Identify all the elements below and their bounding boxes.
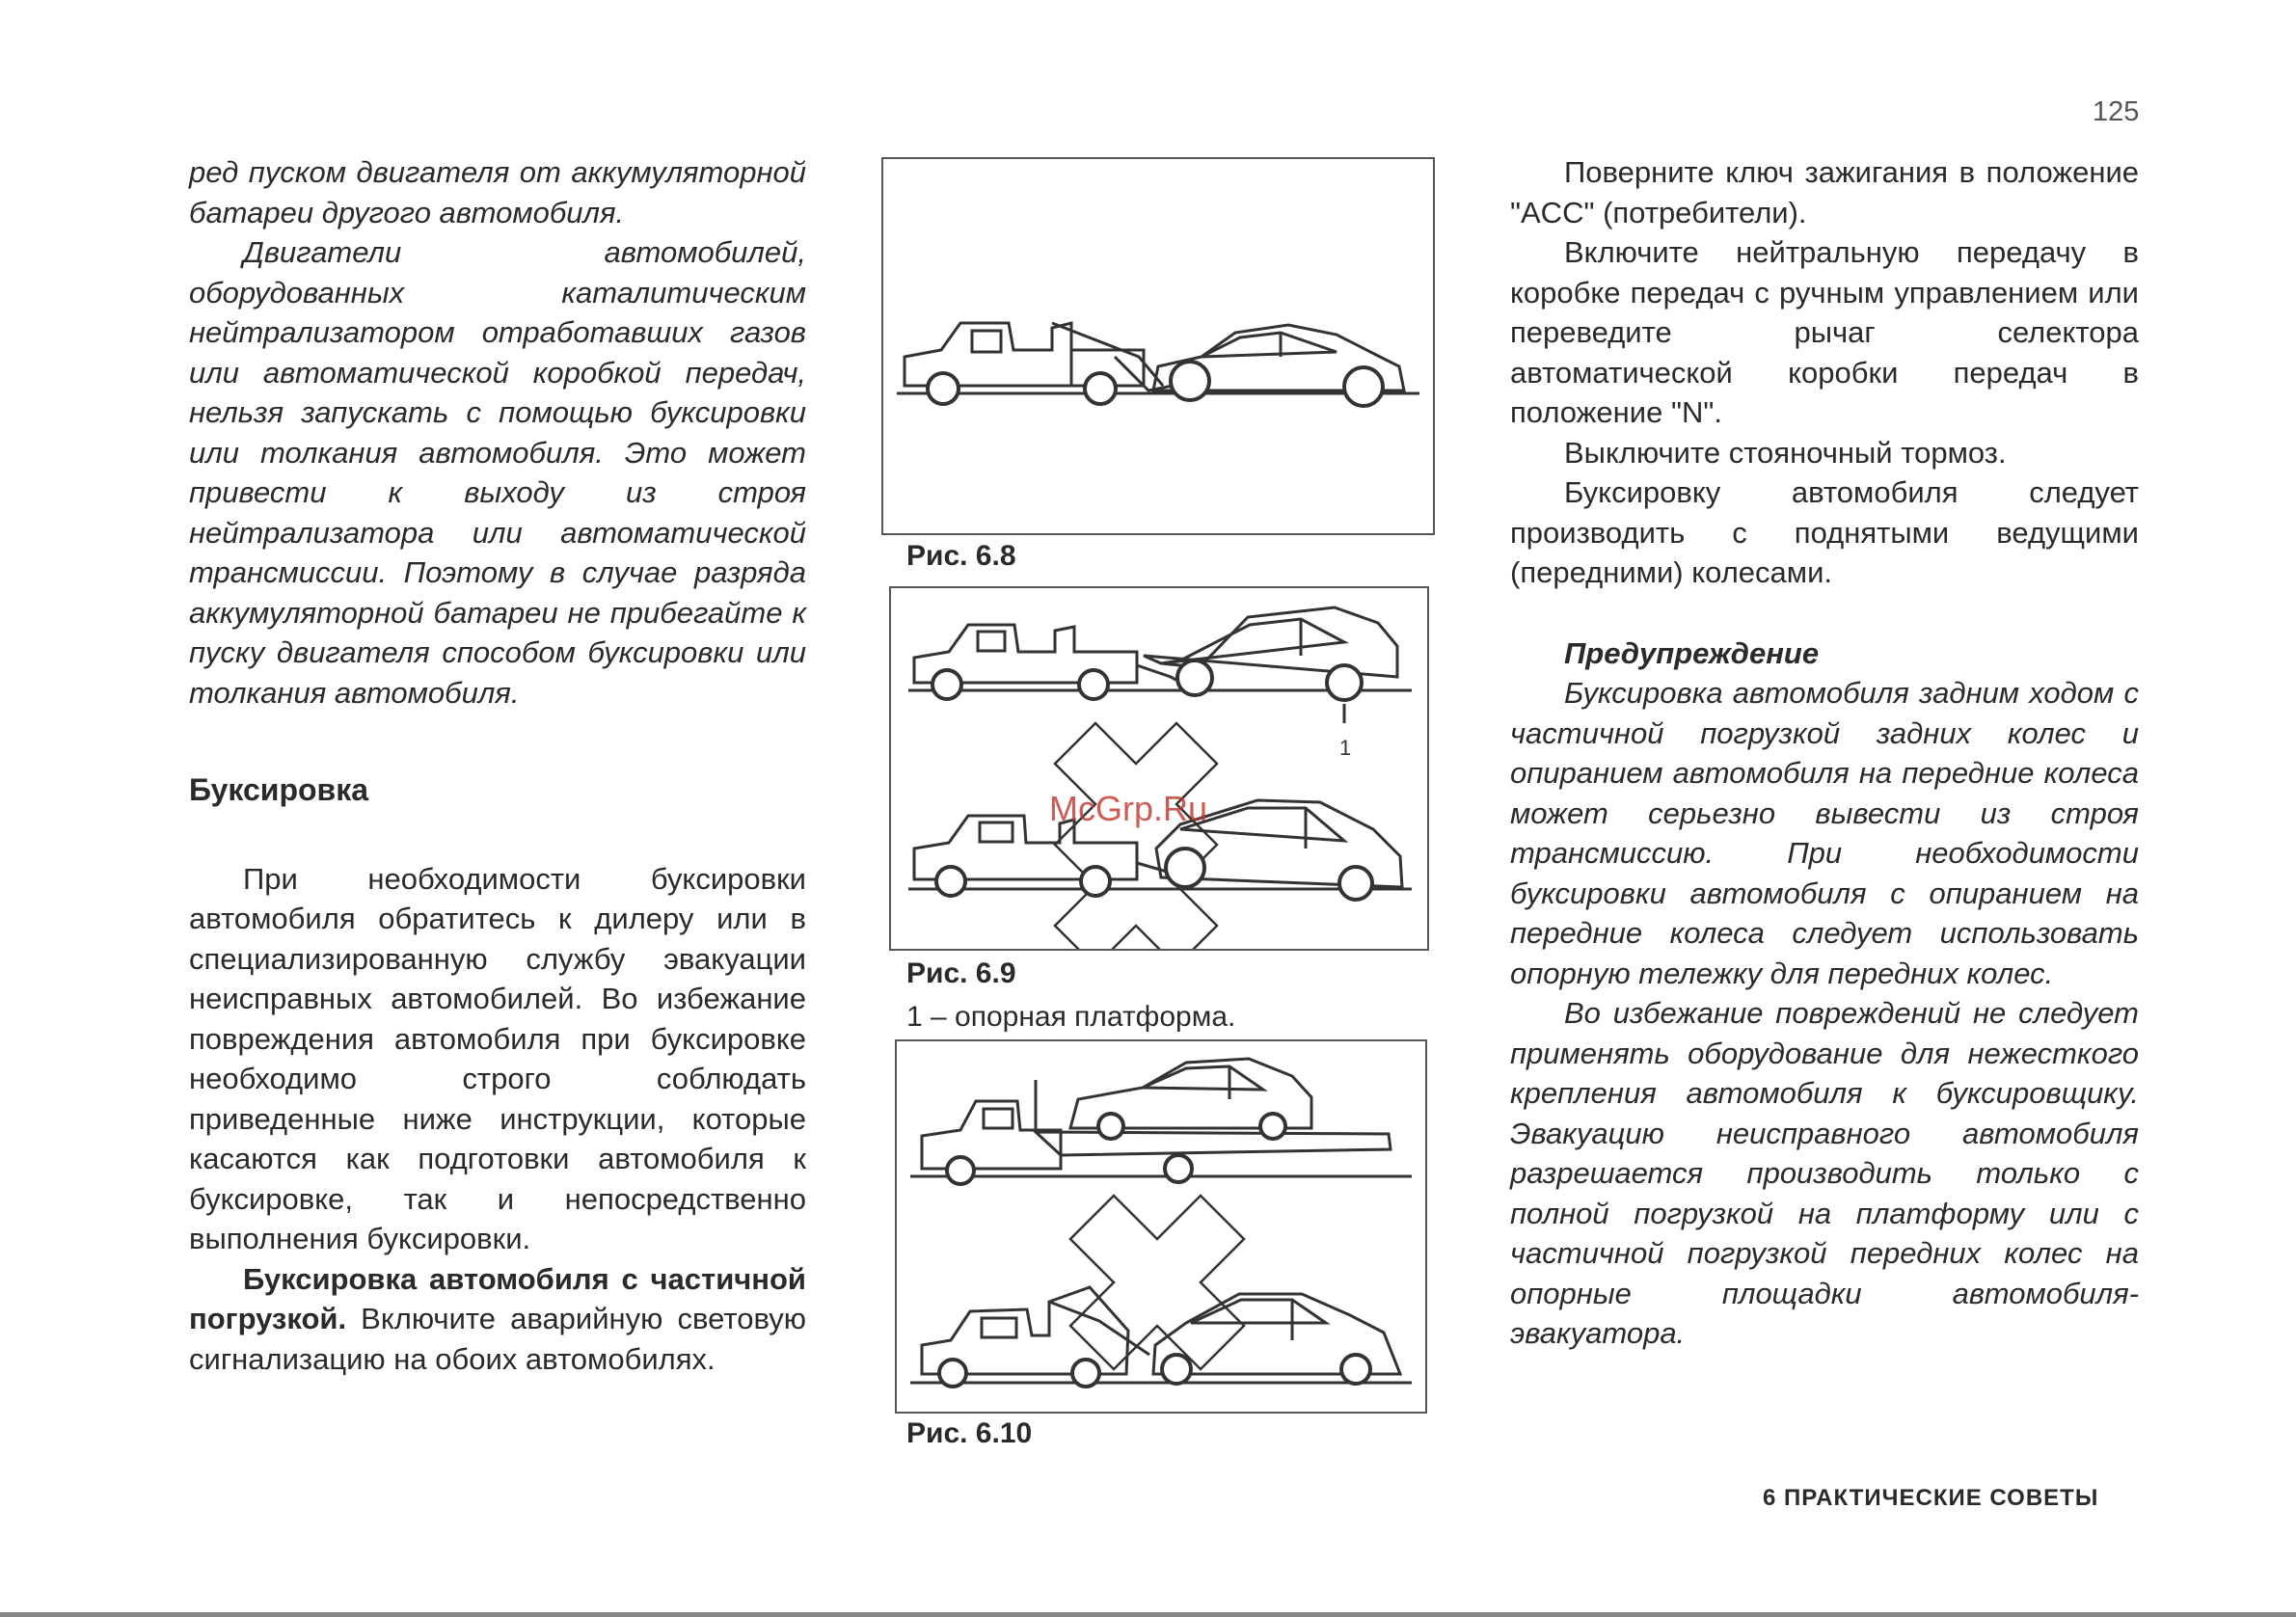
figure-6-9 [889,586,1429,951]
bottom-rule [0,1612,2296,1617]
catalyst-warning: Двигатели автомобилей, оборудованных каталитическим нейтрализатором отработавших газов или автоматической коробкой передач, нельзя запускать с помощью буксировки или толкания автомобиля. Это может привести к выходу из строя нейтрализатора или автоматической трансмиссии. Поэтому в случае разряда аккумуляторной батареи не прибегайте к пуску двигателя способом буксировки или толкания автомобиля. [189,235,806,710]
parking-brake-instruction: Выключите стояночный тормоз. [1564,435,2007,470]
partial-load-text: Включите аварийную световую сигнализацию на обоих автомобилях. [189,1302,806,1376]
warning-paragraph-1: Буксировка автомобиля задним ходом с частичной погрузкой задних колес и опиранием автомобиля на передние колеса может серьезно вывести из строя трансмиссию. При необходимости буксировки автомобиля с опиранием на передние колеса следует использовать опорную тележку для передних колес. [1510,676,2139,990]
towing-text: При необходимости буксировки автомобиля обратитесь к дилеру или в специализированную службу эвакуации неисправных автомобилей. Во избежание повреждения автомобиля при буксировке необходимо строго соблюдать приведенные ниже инструкции, которые касаются как подготовки автомобиля к буксировке, так и непосредственно выполнения буксировки. [189,861,806,1255]
partial-load-bold: Буксировка автомобиля с частичной погрузкой. [189,1261,806,1335]
watermark: McGrp.Ru [1049,789,1208,828]
callout-1: 1 [1339,736,1352,760]
page-number: 125 [2093,96,2140,127]
figure-6-9-note: 1 – опорная платформа. [906,1001,1236,1033]
intro-continuation: ред пуском двигателя от аккумуляторной батареи другого автомобиля. [189,155,806,229]
figure-6-8-caption: Рис. 6.8 [906,540,1016,572]
partial-load-paragraph [189,1259,806,1380]
figure-6-10 [895,1039,1427,1414]
right-column [1510,152,2139,1354]
raised-wheels-instruction: Буксировку автомобиля следует производить с поднятыми ведущими (передними) колесами. [1510,475,2139,589]
towing-heading: Буксировка [189,772,369,807]
neutral-gear-instruction: Включите нейтральную передачу в коробке передач с ручным управлением или переведите рычаг селектора автоматической коробки передач в положение "N". [1510,235,2139,429]
left-column [189,152,806,1379]
tow-truck-flatbed-illustration [897,1041,1425,1412]
warning-heading: Предупреждение [1564,635,1820,670]
figure-6-8 [881,157,1435,535]
figure-6-10-caption: Рис. 6.10 [906,1417,1033,1449]
warning-paragraph-2: Во избежание повреждений не следует применять оборудование для нежесткого крепления автомобиля к буксировщику. Эвакуацию неисправного автомобиля разрешается производить только с полной погрузкой на платформу или с частичной погрузкой передних колес на опорные площадки автомобиля-эвакуатора. [1510,996,2139,1350]
section-footer: 6 ПРАКТИЧЕСКИЕ СОВЕТЫ [1763,1485,2099,1511]
figure-6-9-caption: Рис. 6.9 [906,957,1016,989]
ignition-instruction: Поверните ключ зажигания в положение "ACC" (потребители). [1510,155,2139,229]
tow-truck-dolly-illustration [891,588,1427,949]
tow-truck-wheel-lift-illustration [883,159,1433,533]
